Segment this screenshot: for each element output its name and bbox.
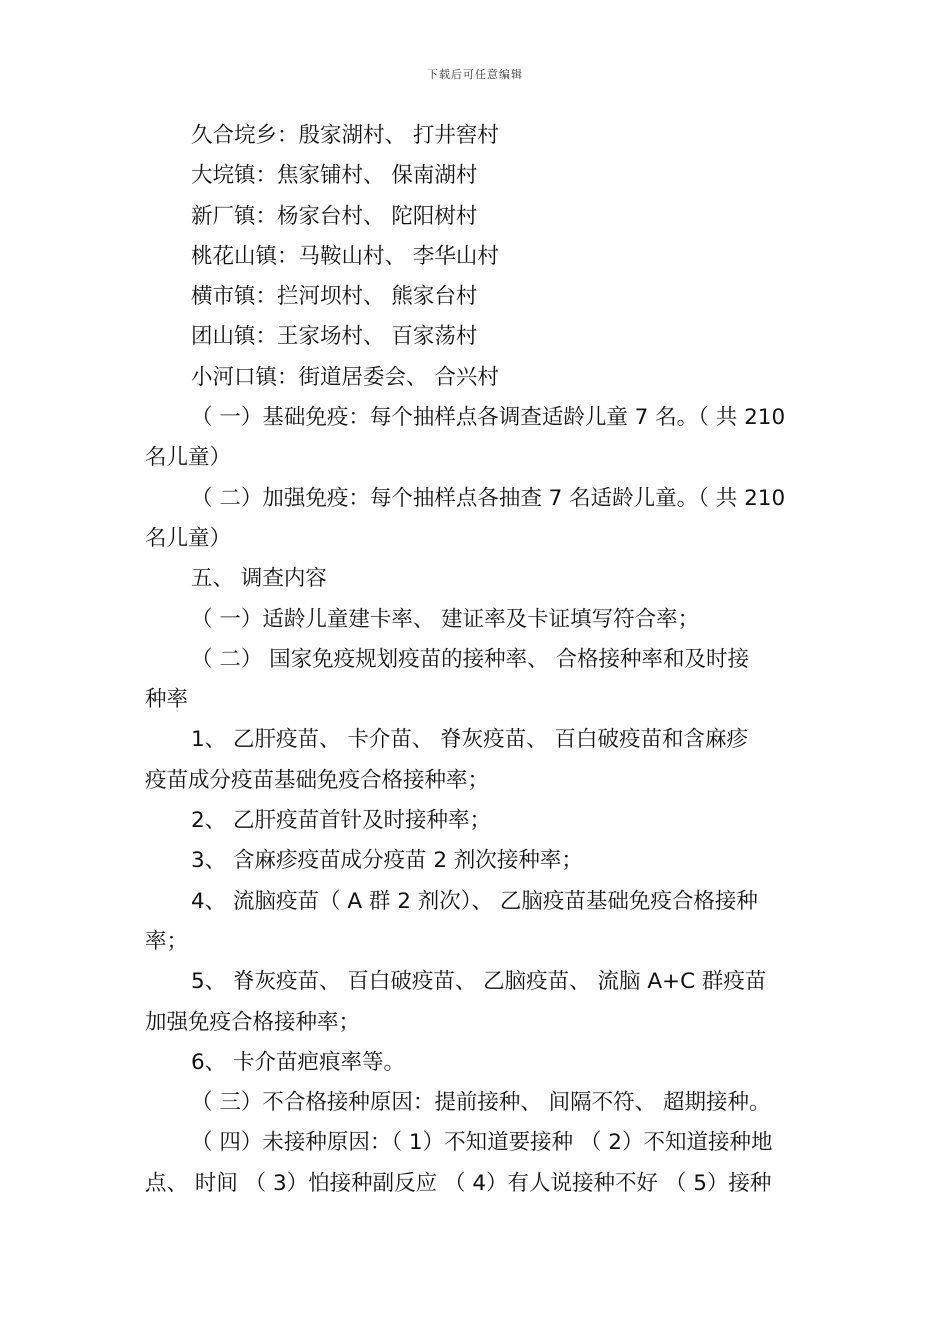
text-line: （ 二） 国家免疫规划疫苗的接种率、 合格接种率和及时接 — [191, 646, 750, 672]
page-header-note: 下载后可任意编辑 — [427, 68, 523, 81]
text-line: （ 一）适龄儿童建卡率、 建证率及卡证填写符合率； — [191, 606, 700, 632]
text-line: 3、 含麻疹疫苗成分疫苗 2 剂次接种率； — [191, 848, 583, 874]
text-line: 6、 卡介苗疤痕率等。 — [191, 1049, 406, 1075]
text-line: 大垸镇：焦家铺村、 保南湖村 — [191, 163, 478, 189]
text-line: （ 二）加强免疫：每个抽样点各抽查 7 名适龄儿童。（ 共 210 — [191, 485, 786, 511]
text-line: 久合垸乡：殷家湖村、 打井窖村 — [191, 123, 499, 148]
text-line: 4、 流脑疫苗（ A 群 2 剂次）、 乙脑疫苗基础免疫合格接种 — [191, 888, 758, 914]
text-line: 点、 时间 （ 3）怕接种副反应 （ 4）有人说接种不好 （ 5）接种 — [145, 1170, 772, 1196]
text-line: 新厂镇：杨家台村、 陀阳树村 — [191, 203, 478, 229]
text-line: 种率 — [145, 687, 189, 713]
section-heading: 五、 调查内容 — [191, 566, 327, 592]
text-line: 2、 乙肝疫苗首针及时接种率； — [191, 808, 492, 834]
text-line: 名儿童） — [145, 525, 232, 551]
text-line: （ 四）未接种原因：（ 1）不知道要接种 （ 2）不知道接种地 — [191, 1130, 773, 1156]
text-line: 加强免疫合格接种率； — [145, 1009, 361, 1035]
text-line: 率； — [145, 928, 189, 954]
text-line: 小河口镇：街道居委会、 合兴村 — [191, 364, 499, 390]
text-line: 横市镇：拦河坝村、 熊家台村 — [191, 284, 478, 310]
text-line: 桃花山镇：马鞍山村、 李华山村 — [191, 243, 499, 269]
text-line: 团山镇：王家场村、 百家荡村 — [191, 324, 478, 350]
text-line: 名儿童） — [145, 445, 232, 471]
text-line: 1、 乙肝疫苗、 卡介苗、 脊灰疫苗、 百白破疫苗和含麻疹 — [191, 727, 749, 753]
text-line: （ 一）基础免疫：每个抽样点各调查适龄儿童 7 名。（ 共 210 — [191, 405, 786, 431]
text-line: （ 三）不合格接种原因：提前接种、 间隔不符、 超期接种。 — [191, 1090, 771, 1116]
document-body — [145, 116, 807, 1204]
text-line: 5、 脊灰疫苗、 百白破疫苗、 乙脑疫苗、 流脑 A+C 群疫苗 — [191, 969, 767, 995]
text-line: 疫苗成分疫苗基础免疫合格接种率； — [145, 767, 490, 793]
